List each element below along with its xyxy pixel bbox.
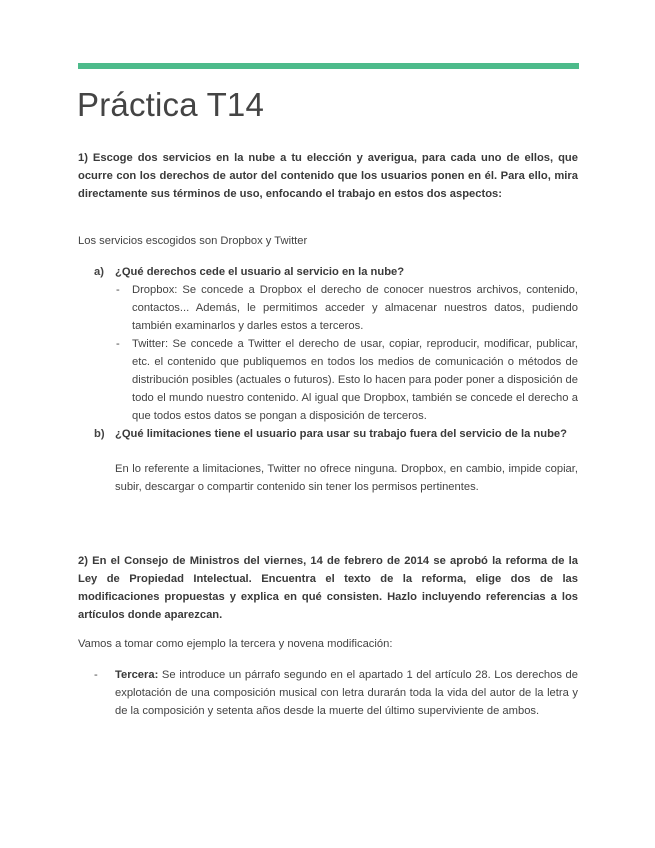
list-marker-a: a) — [94, 266, 104, 278]
list-item-b — [94, 425, 578, 496]
dash-item-text: Twitter: Se concede a Twitter el derecho de usar, copiar, reproducir, modificar, publicar, etc. el contenido que publiquemos en todos los medios de comunicación o métodos de distribución posibles (actuales o futuros). Esto lo hacen para poder poner a disposición de todo el mundo nuestro contenido. Al igual que Dropbox, también se concede el derecho a que todos estos datos se pongan a disposición de terceros. — [132, 338, 578, 422]
dash-item-tercera — [94, 666, 578, 720]
list-item-a — [94, 263, 578, 281]
list-marker-b: b) — [94, 428, 105, 440]
question-1: 1) Escoge dos servicios en la nube a tu elección y averigua, para cada uno de ellos, que ocurre con los derechos de autor del contenido que los usuarios ponen en él. Para ello, mira directamente sus términos de uso, enfocando el trabajo en estos dos aspectos: — [78, 152, 578, 200]
dash-marker: - — [116, 284, 120, 296]
page-title: Práctica T14 — [77, 86, 265, 123]
dash-item-twitter — [94, 335, 578, 425]
question-1-sublist — [94, 263, 578, 496]
item-label: Tercera: — [115, 669, 159, 681]
list-heading-a: ¿Qué derechos cede el usuario al servicio en la nube? — [115, 266, 405, 278]
dash-item-text: Dropbox: Se concede a Dropbox el derecho de conocer nuestros archivos, contenido, contactos... Además, le permitimos acceder y almacenar nuestros datos, pudiendo también examinarlos y darles estos a terceros. — [132, 284, 578, 332]
list-heading-b: ¿Qué limitaciones tiene el usuario para usar su trabajo fuera del servicio de la nube? — [115, 428, 567, 440]
question-2: 2) En el Consejo de Ministros del viernes, 14 de febrero de 2014 se aprobó la reforma de la Ley de Propiedad Intelectual. Encuentra el texto de la reforma, elige dos de las modificaciones propuestas y explica en qué consisten. Hazlo incluyendo referencias a los artículos donde aparezcan. — [78, 555, 578, 621]
answer-2-list — [94, 666, 578, 720]
header-accent-bar — [78, 63, 579, 69]
dash-item-dropbox — [94, 281, 578, 335]
answer-1-intro: Los servicios escogidos son Dropbox y Twitter — [78, 235, 308, 247]
item-text: Se introduce un párrafo segundo en el apartado 1 del artículo 28. Los derechos de explotación de una composición musical con letra durarán toda la vida del autor de la letra y de la composición y setenta años desde la muerte del último superviviente de ambos. — [115, 669, 578, 717]
answer-2-intro: Vamos a tomar como ejemplo la tercera y novena modificación: — [78, 638, 393, 650]
list-b-paragraph: En lo referente a limitaciones, Twitter no ofrece ninguna. Dropbox, en cambio, impide copiar, subir, descargar o compartir contenido sin tener los permisos pertinentes. — [115, 463, 578, 493]
dash-marker: - — [94, 669, 98, 681]
dash-marker: - — [116, 338, 120, 350]
